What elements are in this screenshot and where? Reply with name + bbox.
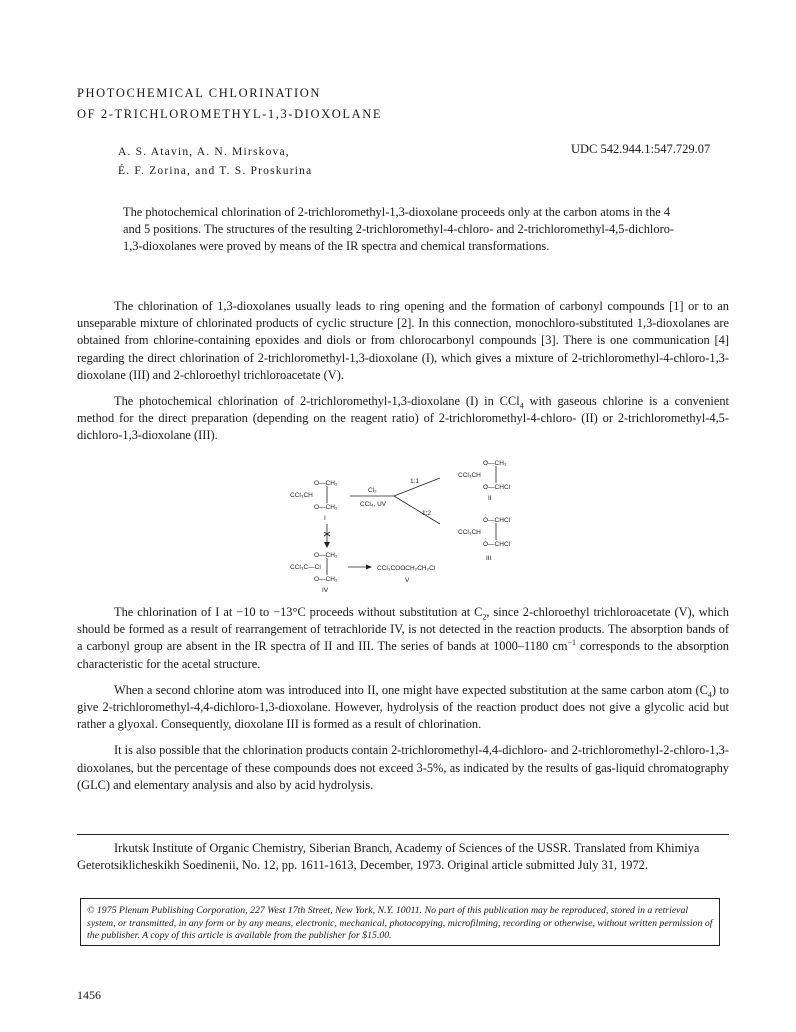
scheme-II-top-group: O—CH₂ xyxy=(483,460,507,467)
paragraph-2-part-b: with gaseous chlorine is a convenient method for the direct preparation (depending on the reagent ratio) of 2-trichloromethyl-4-chloro- (II) or 2-trichloromethyl-4,5-dichloro-1,3-dioxolane (III). xyxy=(77,394,729,443)
footnote-text: Irkutsk Institute of Organic Chemistry, Siberian Branch, Academy of Sciences of the USSR. Translated from Khimiya Geterotsiklicheskikh Soedinenii, No. 12, pp. 1611-1613, December, 1973. Original article submitted July 31, 1972. xyxy=(77,841,700,873)
scheme-III-bottom-group: O—CHCl xyxy=(483,541,511,548)
scheme-reagent-conditions: CCl₄, UV xyxy=(360,501,387,508)
scheme-II-bottom-group: O—CHCl xyxy=(483,484,511,491)
scheme-label-II: II xyxy=(488,495,492,502)
page-number: 1456 xyxy=(77,988,101,1002)
paragraph-2-part-a: The photochemical chlorination of 2-trichloromethyl-1,3-dioxolane (I) in CCl xyxy=(114,394,520,409)
scheme-III-top-group: O—CHCl xyxy=(483,517,511,524)
abstract-text: The photochemical chlorination of 2-trichloromethyl-1,3-dioxolane proceeds only at the carbon atoms in the 4 and 5 positions. The structures of the resulting 2-trichloromethyl-4-chloro- and 2-trichloromethyl-4,5-dichloro-1,3-dioxolanes were proved by means of the IR spectra and chemical transformations. xyxy=(123,205,675,254)
scheme-IV-bottom-group: O—CH₂ xyxy=(314,576,338,583)
scheme-arrow-to-IV-head xyxy=(324,542,330,548)
reaction-scheme xyxy=(270,452,530,602)
author-list xyxy=(118,143,312,181)
scheme-I-ccl3ch: CCl₃CH xyxy=(290,492,313,499)
scheme-III-ccl3ch: CCl₃CH xyxy=(458,529,481,536)
paragraph-2-subscript: 4 xyxy=(519,401,524,411)
paragraph-2 xyxy=(77,393,729,445)
paragraph-4 xyxy=(77,682,729,734)
abstract xyxy=(123,204,689,256)
paragraph-3-part-c: corresponds to the absorption characteristic for the acetal structure. xyxy=(77,639,729,671)
scheme-arrow-to-III xyxy=(394,496,440,524)
scheme-I-bottom-group: O—CH₂ xyxy=(314,504,338,511)
scheme-ratio-1-2: 1:2 xyxy=(422,510,432,517)
paragraph-3-superscript: −1 xyxy=(567,638,577,648)
paragraph-3-part-a: The chlorination of I at −10 to −13°C proceeds without substitution at C xyxy=(114,605,483,619)
authors-line-2: É. F. Zorina, and T. S. Proskurina xyxy=(118,165,313,177)
authors-line-1: A. S. Atavin, A. N. Mirskova, xyxy=(118,146,290,158)
paragraph-1: The chlorination of 1,3-dioxolanes usually leads to ring opening and the formation of carbonyl compounds [1] or to an unseparable mixture of chlorinated products of cyclic structure [2]. In this connection, monochloro-substituted 1,3-dioxolanes are obtained from chlorine-containing epoxides and diols or from chlorocarbonyl compounds [3]. There is one communication [4] regarding the direct chlorination of 2-trichloromethyl-1,3-dioxolane (I), which gives a mixture of 2-trichloromethyl-4-chloro-1,3-dioxolane (III) and 2-chloroethyl trichloroacetate (V). xyxy=(77,299,729,382)
body-section-2 xyxy=(77,604,729,794)
paragraph-4-part-b: ) to give 2-trichloromethyl-4,4-dichloro-1,3-dioxolane. However, hydrolysis of the reaction product does not give a glycolic acid but rather a glyoxal. Consequently, dioxolane III is formed as a result of chlorination. xyxy=(77,682,729,732)
udc-code: UDC 542.944.1:547.729.07 xyxy=(571,142,711,156)
paragraph-3-subscript: 2 xyxy=(482,612,487,622)
paragraph-4-subscript: 4 xyxy=(707,690,712,700)
scheme-ratio-1-1: 1:1 xyxy=(410,478,420,485)
body-section-1 xyxy=(77,298,729,445)
copyright-text: © 1975 Plenum Publishing Corporation, 227 West 17th Street, New York, N.Y. 10011. No part of this publication may be reproduced, stored in a retrieval system, or transmitted, in any form or by any means, electronic, mechanical, photocopying, microfilming, recording or otherwise, without written permission of the publisher. A copy of this article is available from the publisher for $15.00. xyxy=(87,905,713,942)
scheme-I-top-group: O—CH₂ xyxy=(314,480,338,487)
scheme-IV-top-group: O—CH₂ xyxy=(314,552,338,559)
scheme-arrow-to-V-head xyxy=(366,565,372,570)
footnote-divider xyxy=(77,834,729,835)
paragraph-5: It is also possible that the chlorination products contain 2-trichloromethyl-4,4-dichloro- and 2-trichloromethyl-2-chloro-1,3-dioxolanes, but the percentage of these compounds does not exceed 3-5%, as indicated by the results of gas-liquid chromatography (GLC) and elementary analysis and also by acid hydrolysis. xyxy=(77,743,729,792)
paragraph-4-part-a: When a second chlorine atom was introduced into II, one might have expected substitution at the same carbon atom (C xyxy=(114,682,708,697)
scheme-reagent-cl2: Cl₂ xyxy=(368,487,377,494)
scheme-label-III: III xyxy=(486,555,492,562)
scheme-IV-ccl3c: CCl₃C—Cl xyxy=(290,564,321,571)
paragraph-3-part-b: , since 2-chloroethyl trichloroacetate (V), which should be formed as a result of rearrangement of tetrachloride IV, is not detected in the reaction products. The absorption bands of a carbonyl group are absent in the IR spectra of II and III. The series of bands at 1000–1180 cm xyxy=(77,605,729,654)
scheme-II-ccl3ch: CCl₃CH xyxy=(458,472,481,479)
scheme-label-V: V xyxy=(405,577,410,584)
paragraph-3 xyxy=(77,604,729,673)
scheme-V-formula: CCl₃COOCH₂CH₂Cl xyxy=(377,565,436,572)
article-title-line-2: OF 2-TRICHLOROMETHYL-1,3-DIOXOLANE xyxy=(77,107,383,121)
article-title-line-1: PHOTOCHEMICAL CHLORINATION xyxy=(77,86,322,100)
copyright-box xyxy=(80,898,720,946)
scheme-label-IV: IV xyxy=(322,587,329,594)
footnote xyxy=(77,840,729,874)
scheme-label-I: I xyxy=(324,515,326,522)
